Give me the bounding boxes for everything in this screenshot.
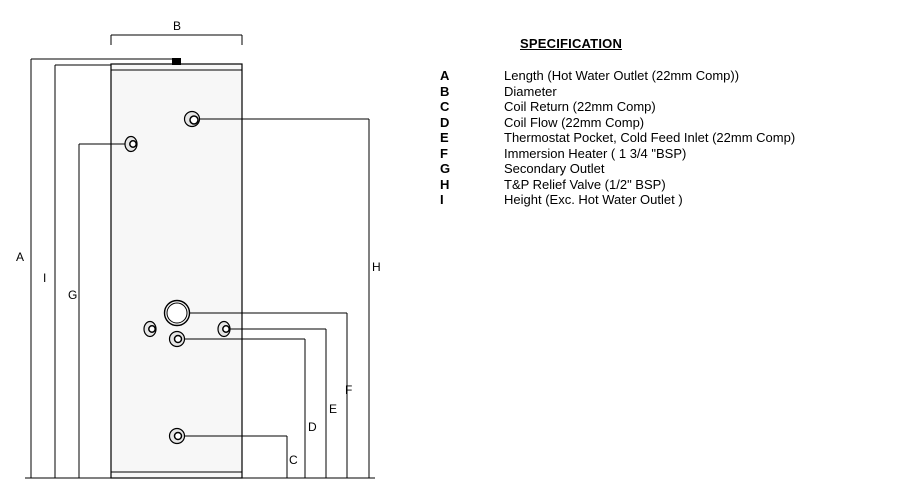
spec-description: Coil Return (22mm Comp) — [504, 99, 656, 114]
dim-label-c: C — [289, 453, 298, 467]
port-coil-flow — [170, 332, 185, 347]
spec-description: T&P Relief Valve (1/2" BSP) — [504, 176, 666, 192]
spec-key: E — [440, 130, 449, 145]
hot-water-outlet-stub — [172, 58, 181, 65]
spec-item — [440, 84, 795, 100]
spec-key: B — [440, 83, 450, 99]
spec-description: Thermostat Pocket, Cold Feed Inlet (22mm Comp) — [504, 130, 796, 145]
spec-item — [440, 99, 795, 115]
dimension-i — [55, 65, 111, 478]
spec-item — [440, 68, 795, 84]
spec-key: A — [440, 68, 450, 83]
dim-label-g: G — [68, 288, 78, 302]
spec-key: C — [440, 99, 450, 114]
dim-label-b: B — [173, 19, 182, 33]
spec-description: Coil Flow (22mm Comp) — [504, 114, 645, 130]
spec-item — [440, 161, 795, 177]
port-tp-relief-valve — [185, 112, 200, 127]
spec-description: Diameter — [504, 83, 557, 99]
dim-label-i: I — [43, 271, 47, 285]
spec-item — [440, 177, 795, 193]
spec-item — [440, 192, 795, 208]
spec-item — [440, 115, 795, 131]
spec-description: Secondary Outlet — [504, 161, 605, 176]
dim-label-h: H — [372, 260, 381, 274]
port-thermostat-pocket — [144, 322, 156, 337]
port-secondary-outlet — [125, 137, 137, 152]
spec-description: Length (Hot Water Outlet (22mm Comp)) — [504, 68, 740, 83]
spec-key: F — [440, 145, 448, 161]
specification-list — [440, 68, 795, 208]
port-cold-feed-inlet — [218, 322, 230, 337]
dim-label-f: F — [345, 383, 353, 397]
dimension-e — [230, 329, 326, 478]
dim-label-e: E — [329, 402, 338, 416]
dim-label-d: D — [308, 420, 317, 434]
spec-key: H — [440, 176, 450, 192]
cylinder-body — [111, 58, 242, 478]
dimension-b — [111, 35, 242, 45]
dim-label-a: A — [16, 250, 25, 264]
port-coil-return — [170, 429, 185, 444]
spec-key: D — [440, 114, 450, 130]
port-immersion-heater — [165, 301, 190, 326]
spec-item — [440, 130, 795, 146]
spec-description: Immersion Heater ( 1 3/4 "BSP) — [504, 145, 687, 161]
spec-key: G — [440, 161, 451, 176]
spec-description: Height (Exc. Hot Water Outlet ) — [504, 192, 683, 207]
spec-item — [440, 146, 795, 162]
specification-title: SPECIFICATION — [520, 36, 623, 51]
spec-key: I — [440, 192, 444, 207]
